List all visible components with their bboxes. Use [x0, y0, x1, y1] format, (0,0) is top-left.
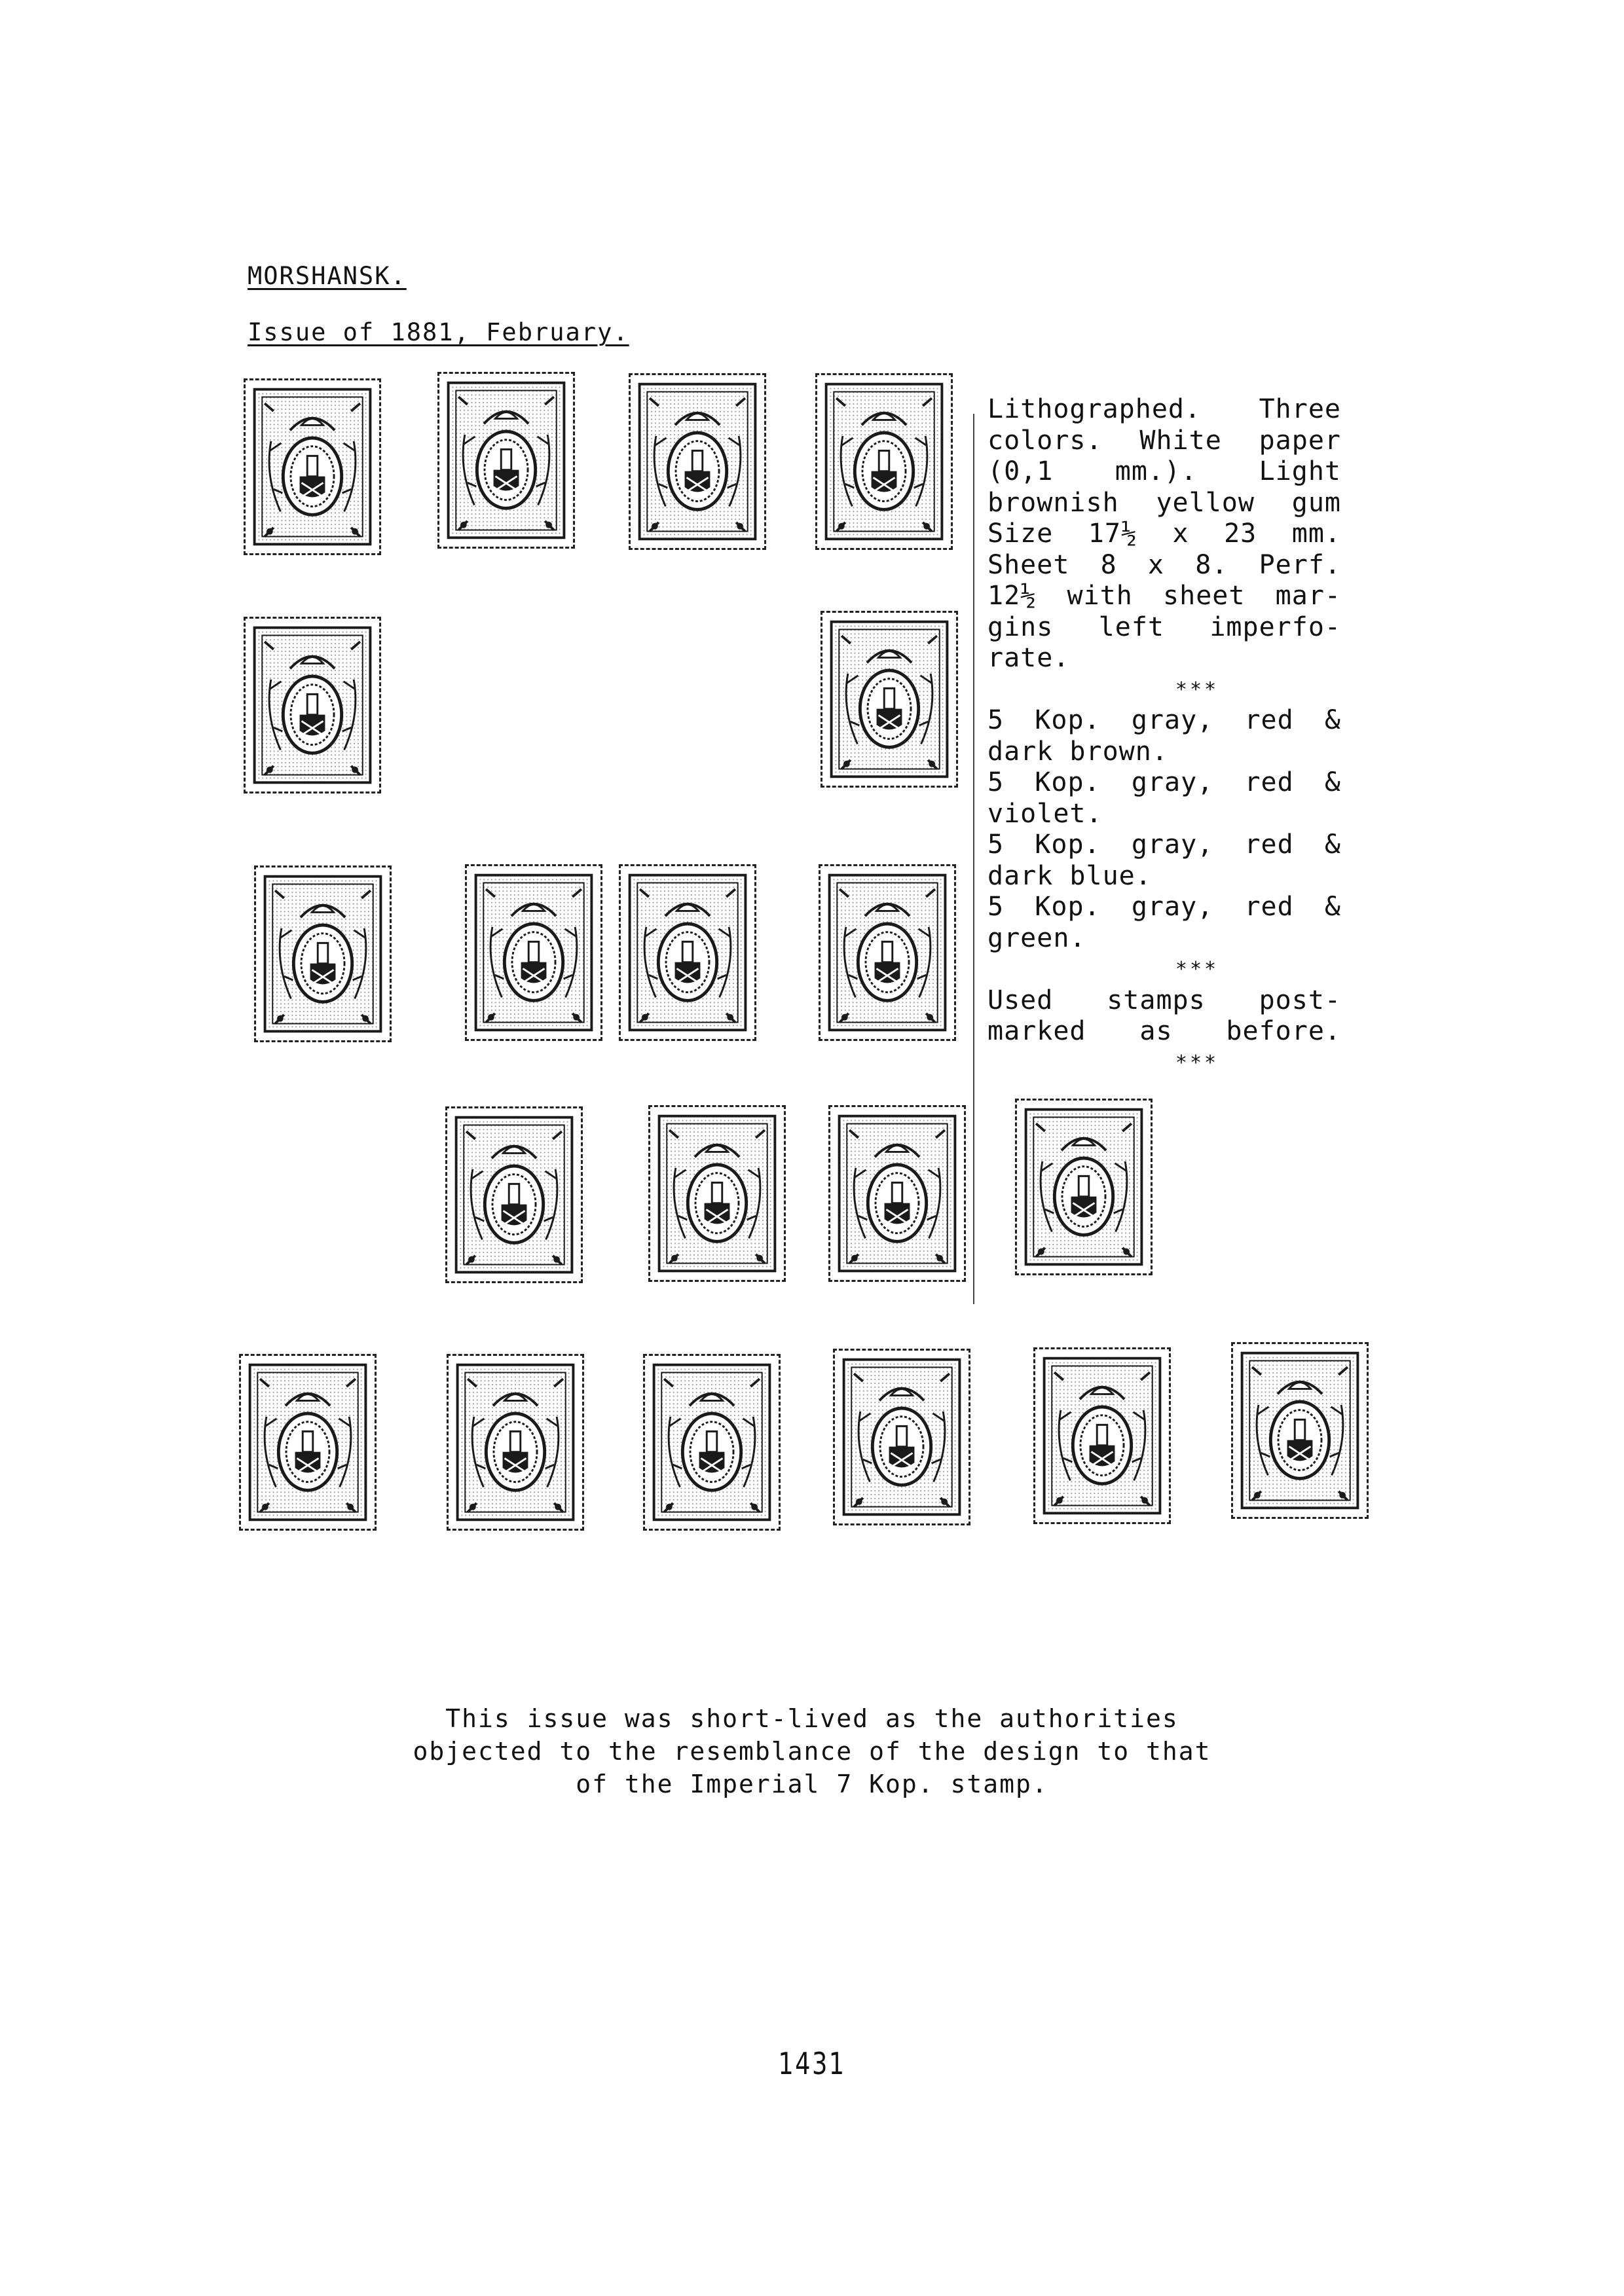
coat-of-arms-icon [621, 866, 754, 1039]
desc-line: Used stamps post- [987, 985, 1341, 1015]
stamp-image [833, 1349, 970, 1525]
footer-line: This issue was short-lived as the authorities [445, 1704, 1179, 1733]
column-divider [973, 414, 974, 1304]
stamp-image [1231, 1342, 1369, 1519]
stamp-image [445, 1106, 583, 1283]
stamp-image [254, 866, 392, 1042]
footer-line: of the Imperial 7 Kop. stamp. [576, 1770, 1048, 1798]
desc-line: marked as before. [987, 1016, 1341, 1046]
stamp-image [643, 1354, 781, 1531]
desc-line: 5 Kop. gray, red & [987, 829, 1341, 860]
stamp-image [437, 372, 575, 549]
stamp-image [819, 864, 956, 1041]
coat-of-arms-icon [822, 613, 956, 786]
coat-of-arms-icon [256, 867, 390, 1040]
stamp-image [1015, 1099, 1153, 1275]
desc-line: 5 Kop. gray, red & [987, 705, 1341, 735]
desc-line: 12½ with sheet mar- [987, 581, 1341, 611]
coat-of-arms-icon [467, 866, 600, 1039]
stamp-image [244, 378, 381, 555]
desc-line: brownish yellow gum [987, 487, 1341, 518]
stamp-image [447, 1354, 584, 1531]
coat-of-arms-icon [631, 375, 764, 548]
stamp-image [465, 864, 602, 1041]
coat-of-arms-icon [830, 1107, 964, 1280]
coat-of-arms-icon [449, 1356, 582, 1529]
stamp-description [987, 394, 1341, 1078]
stamp-image [821, 611, 958, 788]
stamp-image [239, 1354, 377, 1531]
issue-subtitle: Issue of 1881, February. [248, 318, 629, 346]
separator-stars: *** [1175, 1051, 1219, 1074]
footer-note [0, 1702, 1624, 1800]
stamp-image [648, 1105, 786, 1282]
stamp-image [629, 373, 766, 550]
section-title: MORSHANSK. [248, 262, 407, 290]
desc-line: dark blue. [987, 860, 1152, 891]
coat-of-arms-icon [817, 375, 951, 548]
desc-line: 5 Kop. gray, red & [987, 767, 1341, 797]
coat-of-arms-icon [645, 1356, 779, 1529]
separator-stars: *** [1175, 958, 1219, 981]
separator-stars: *** [1175, 678, 1219, 701]
desc-line: Sheet 8 x 8. Perf. [987, 549, 1341, 580]
desc-line: colors. White paper [987, 425, 1341, 456]
coat-of-arms-icon [835, 1351, 969, 1523]
desc-line: 5 Kop. gray, red & [987, 892, 1341, 922]
stamp-image [619, 864, 756, 1041]
desc-line: gins left imperfo- [987, 611, 1341, 642]
page-number: 1431 [778, 2046, 846, 2081]
footer-line: objected to the resemblance of the design to that [413, 1737, 1211, 1766]
desc-line: (0,1 mm.). Light [987, 456, 1341, 486]
stamp-image [244, 617, 381, 793]
coat-of-arms-icon [439, 374, 573, 547]
desc-line: dark brown. [987, 736, 1168, 767]
coat-of-arms-icon [1233, 1344, 1367, 1517]
coat-of-arms-icon [1017, 1101, 1151, 1273]
desc-line: rate. [987, 643, 1070, 673]
coat-of-arms-icon [821, 866, 954, 1039]
coat-of-arms-icon [650, 1107, 784, 1280]
desc-line: Size 17½ x 23 mm. [987, 519, 1341, 549]
stamp-image [1033, 1347, 1171, 1524]
coat-of-arms-icon [246, 619, 379, 792]
desc-line: Lithographed. Three [987, 394, 1341, 424]
coat-of-arms-icon [246, 380, 379, 553]
desc-line: violet. [987, 798, 1103, 829]
desc-line: green. [987, 922, 1086, 953]
coat-of-arms-icon [447, 1108, 581, 1281]
coat-of-arms-icon [241, 1356, 375, 1529]
stamp-image [828, 1105, 966, 1282]
stamp-image [815, 373, 953, 550]
coat-of-arms-icon [1035, 1349, 1169, 1522]
